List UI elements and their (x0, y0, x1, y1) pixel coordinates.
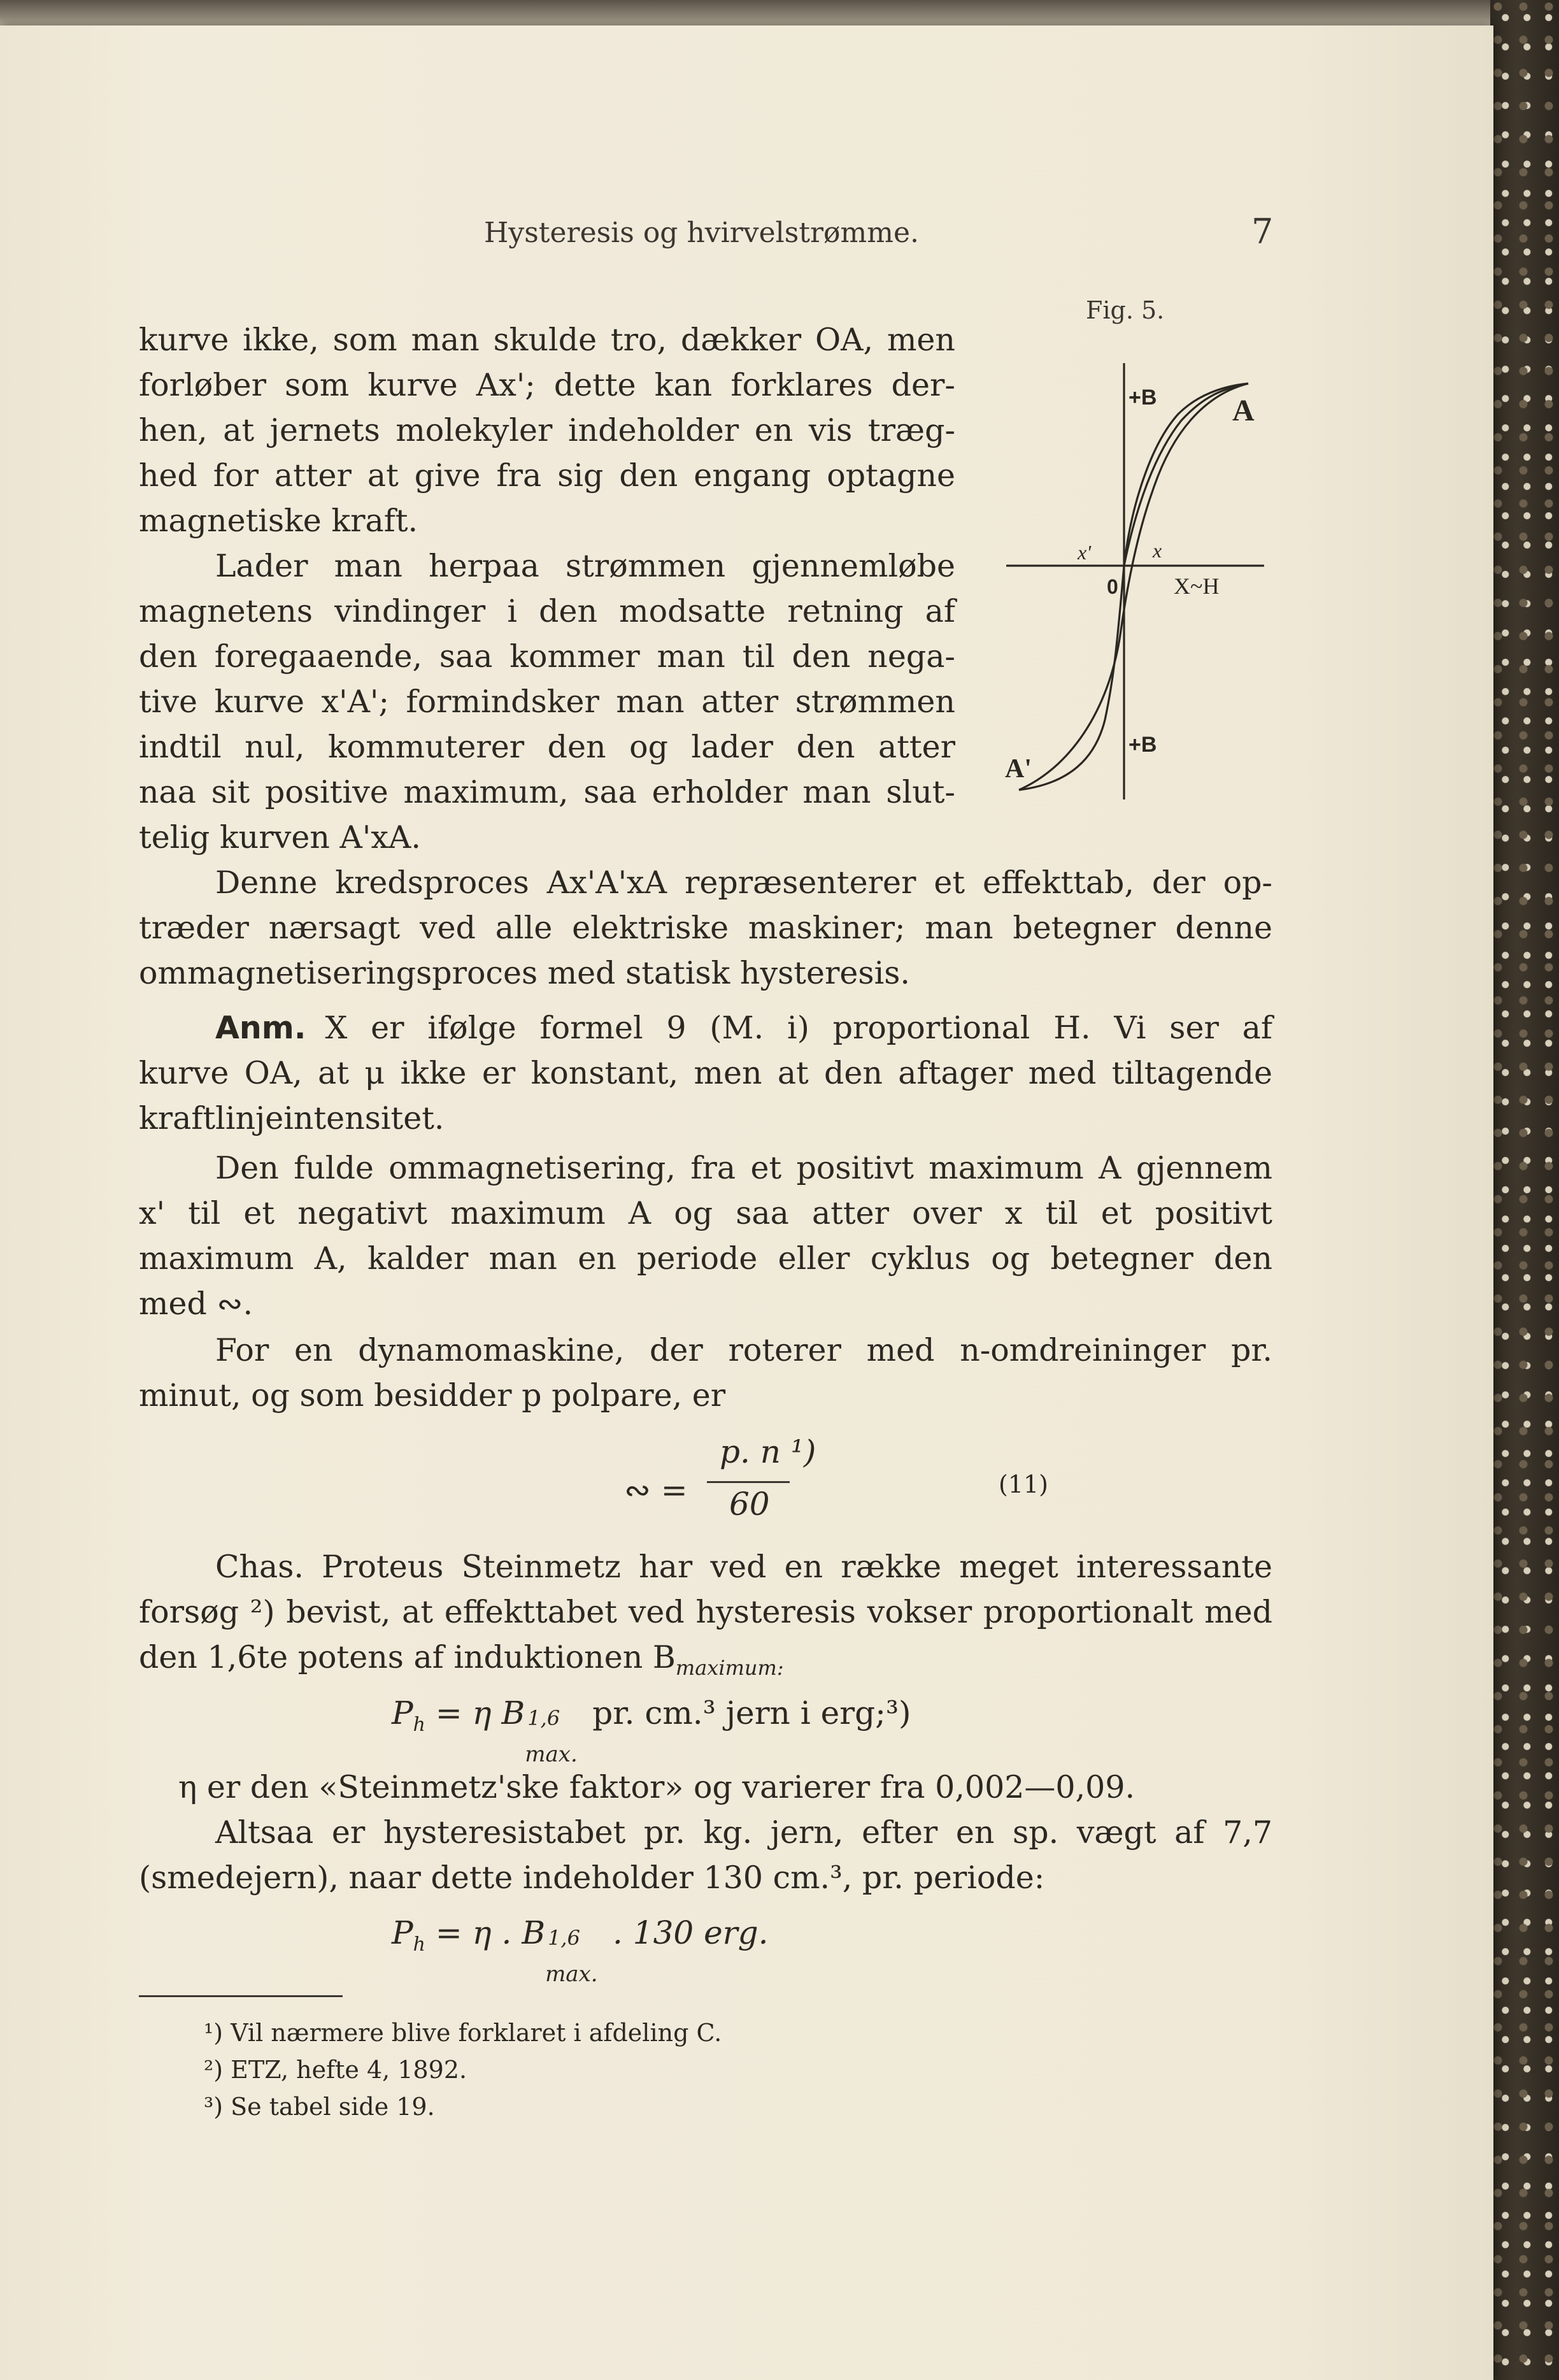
ph2-rhs: = η . B (435, 1914, 546, 1951)
ph-sub: max. (525, 1742, 578, 1767)
hysteresis-figure (993, 344, 1286, 828)
footnote-2: ²) ETZ, hefte 4, 1892. (204, 2056, 467, 2084)
equation-ph-2 (392, 1914, 769, 1987)
ph2-lhs-sub: h (413, 1933, 425, 1956)
figure-label-x: x (1153, 539, 1162, 562)
text-line: med ∾. (139, 1286, 253, 1322)
steinmetz-paragraph (139, 1544, 1272, 1680)
equation-11-number: (11) (999, 1470, 1049, 1498)
full-paragraph (139, 860, 1272, 996)
ph-rhs: = η B (435, 1695, 525, 1731)
anm-paragraph (139, 1005, 1272, 1141)
text-line: naa sit positive maximum, saa erholder man slut- (139, 774, 955, 810)
text-line: forløber som kurve Ax'; dette kan forklares der- (139, 367, 955, 403)
footnote-1: ¹) Vil nærmere blive forklaret i afdeling C. (204, 2019, 722, 2047)
text-line: minut, og som besidder p polpare, er (139, 1377, 726, 1414)
text-line: hen, at jernets molekyler indeholder en vis træg- (139, 412, 955, 448)
induction-text: den 1,6te potens af induktionen B (139, 1639, 676, 1675)
running-title: Hysteresis og hvirvelstrømme. (484, 217, 919, 249)
ph-exp: 1,6 (527, 1706, 560, 1730)
ph-lhs: P (392, 1695, 413, 1731)
equation-11-lhs: ∾ = (624, 1472, 688, 1509)
figure-label-x-h: X~H (1174, 573, 1220, 599)
text-line: maximum A, kalder man en periode eller cyklus og betegner den (139, 1240, 1272, 1277)
text-line: η er den «Steinmetz'ske faktor» og varierer fra 0,002—0,09. (178, 1769, 1135, 1805)
text-line: forsøg ²) bevist, at effekttabet ved hysteresis vokser proportionalt med (139, 1594, 1272, 1630)
figure-caption: Fig. 5. (1086, 296, 1165, 324)
text-line: x' til et negativt maximum A og saa atter over x til et positivt (139, 1195, 1272, 1231)
figure-label-origin: 0 (1107, 575, 1118, 598)
text-line: indtil nul, kommuterer den og lader den atter (139, 729, 955, 765)
text-line: den foregaaende, saa kommer man til den nega- (139, 638, 955, 675)
ph2-exp: 1,6 (548, 1926, 580, 1950)
figure-label-plus-b-top: +B (1128, 385, 1157, 410)
text-line: magnetens vindinger i den modsatte retning af (139, 593, 955, 629)
text-line (139, 1005, 1272, 1050)
ph2-tail: . 130 erg. (612, 1914, 769, 1951)
wrap-paragraph (139, 317, 955, 860)
text-line: tive kurve x'A'; formindsker man atter strømmen (139, 684, 955, 720)
equation-11-denominator: 60 (729, 1486, 770, 1523)
text-line: hed for atter at give fra sig den engang optagne (139, 457, 955, 494)
b-subscript: maximum: (675, 1655, 784, 1680)
text-line (139, 1635, 1272, 1680)
text-line: træder nærsagt ved alle elektriske maskiner; man betegner denne (139, 910, 1272, 946)
footnote-3: ³) Se tabel side 19. (204, 2093, 435, 2121)
initial-magnetization-curve (1124, 384, 1248, 566)
eta-paragraph (139, 1765, 1272, 1900)
text-line: Denne kredsproces Ax'A'xA repræsenterer et effekttab, der op- (215, 864, 1272, 901)
text-line: Altsaa er hysteresistabet pr. kg. jern, efter en sp. vægt af 7,7 (215, 1814, 1272, 1851)
text-line: magnetiske kraft. (139, 503, 418, 539)
footnote-rule (139, 1995, 343, 1997)
text-line: Chas. Proteus Steinmetz har ved en række meget interessante (215, 1549, 1272, 1585)
text-line: ommagnetiseringsproces med statisk hysteresis. (139, 955, 910, 991)
text-line: Lader man herpaa strømmen gjennemløbe (215, 548, 955, 584)
figure-label-x-prime: x' (1078, 541, 1092, 564)
ph-tail: pr. cm.³ jern i erg;³) (592, 1695, 911, 1731)
text-line: Den fulde ommagnetisering, fra et positivt maximum A gjennem (215, 1150, 1272, 1186)
page (0, 25, 1493, 2380)
text-line: telig kurven A'xA. (139, 819, 421, 856)
anm-label: Anm. (215, 1010, 306, 1046)
ph2-lhs: P (392, 1914, 413, 1951)
figure-label-plus-b-bottom: +B (1128, 733, 1157, 757)
figure-label-a-top: A (1232, 394, 1255, 427)
equation-11-fraction-bar (707, 1481, 790, 1483)
equation-11-numerator: p. n ¹) (720, 1433, 816, 1470)
dynamo-paragraph (139, 1328, 1272, 1418)
text-line: kurve OA, at μ ikke er konstant, men at den aftager med tiltagende (139, 1055, 1272, 1091)
text-line: kraftlinjeintensitet. (139, 1100, 445, 1136)
book-top-edge (0, 0, 1559, 28)
text-line: For en dynamomaskine, der roterer med n-omdreininger pr. (215, 1332, 1272, 1368)
text-line: (smedejern), naar dette indeholder 130 cm.³, pr. periode: (139, 1860, 1045, 1896)
page-number: 7 (1251, 211, 1274, 252)
equation-ph (392, 1695, 911, 1767)
text-line: kurve ikke, som man skulde tro, dækker OA, men (139, 322, 955, 358)
ph-lhs-sub: h (413, 1714, 425, 1736)
anm-text: X er ifølge formel 9 (M. i) proportional H. Vi ser af (325, 1010, 1272, 1046)
ph2-sub: max. (545, 1961, 598, 1987)
book-cover-edge (1490, 0, 1559, 2380)
figure-label-a-prime: A' (1005, 754, 1032, 784)
period-paragraph (139, 1145, 1272, 1326)
